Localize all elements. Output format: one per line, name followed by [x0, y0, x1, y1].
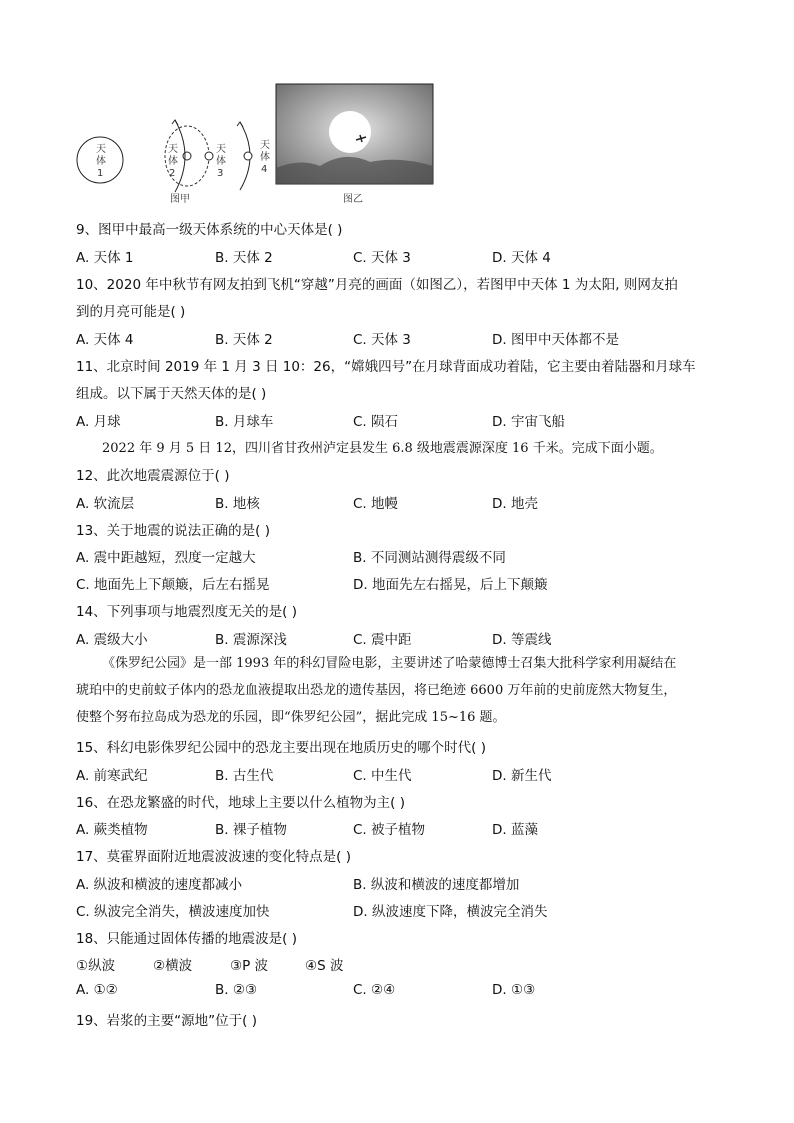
question-15-stem: 15、科幻电影侏罗纪公园中的恐龙主要出现在地质历史的哪个时代( )	[76, 740, 487, 756]
question-17-stem: 17、莫霍界面附近地震波波速的变化特点是( )	[76, 849, 352, 865]
q17-option-d: D. 纵波速度下降，横波完全消失	[353, 904, 548, 920]
q10-option-b: B. 天体 2	[215, 332, 273, 348]
question-10-stem-cont: 到的月亮可能是( )	[76, 304, 186, 320]
q17-option-c: C. 纵波完全消失，横波速度加快	[76, 904, 270, 920]
body-4-label-b: 体	[260, 152, 270, 163]
q14-option-d: D. 等震线	[492, 632, 552, 648]
caption-yi: 图乙	[343, 194, 363, 205]
q18-option-d: D. ①③	[492, 982, 536, 998]
q12-option-d: D. 地壳	[492, 496, 538, 512]
q14-option-a: A. 震级大小	[76, 632, 148, 648]
q16-option-c: C. 被子植物	[353, 822, 426, 838]
question-14-stem: 14、下列事项与地震烈度无关的是( )	[76, 604, 298, 620]
moon-icon	[329, 111, 371, 153]
q9-option-b: B. 天体 2	[215, 250, 273, 266]
q10-option-d: D. 图甲中天体都不是	[492, 332, 619, 348]
q11-option-b: B. 月球车	[215, 414, 274, 430]
q18-item-2: ②横波	[153, 958, 193, 974]
q16-option-b: B. 裸子植物	[215, 822, 287, 838]
body-3-circle	[205, 152, 213, 160]
q15-option-b: B. 古生代	[215, 768, 274, 784]
q17-option-a: A. 纵波和横波的速度都减小	[76, 877, 243, 893]
q13-option-a: A. 震中距越短，烈度一定越大	[76, 550, 256, 566]
body-2-label-b: 体	[168, 156, 178, 167]
q11-option-c: C. 陨石	[353, 414, 399, 430]
question-11-stem-cont: 组成。以下属于天然天体的是( )	[76, 386, 267, 402]
body-3-label-c: 3	[217, 168, 224, 179]
question-13-stem: 13、关于地震的说法正确的是( )	[76, 523, 271, 539]
caption-jia: 图甲	[170, 194, 190, 205]
q18-option-c: C. ②④	[353, 982, 396, 998]
question-9-stem: 9、图甲中最高一级天体系统的中心天体是( )	[76, 222, 343, 238]
question-10-stem: 10、2020 年中秋节有网友拍到飞机“穿越”月亮的画面（如图乙），若图甲中天体 1 为太阳, 则网友拍	[76, 277, 678, 293]
arrow-icon	[237, 122, 243, 127]
q12-option-a: A. 软流层	[76, 496, 135, 512]
figure-svg	[70, 80, 440, 210]
q16-option-a: A. 蕨类植物	[76, 822, 148, 838]
q12-option-b: B. 地核	[215, 496, 260, 512]
q13-option-d: D. 地面先左右摇晃，后上下颠簸	[353, 577, 548, 593]
q13-option-b: B. 不同测站测得震级不同	[353, 550, 506, 566]
q11-option-a: A. 月球	[76, 414, 121, 430]
arrow-icon	[172, 120, 178, 125]
q17-option-b: B. 纵波和横波的速度都增加	[353, 877, 520, 893]
q18-option-b: B. ②③	[215, 982, 258, 998]
q11-option-d: D. 宇宙飞船	[492, 414, 565, 430]
q10-option-a: A. 天体 4	[76, 332, 134, 348]
body-2-label-c: 2	[169, 168, 176, 179]
q15-option-a: A. 前寒武纪	[76, 768, 148, 784]
q9-option-a: A. 天体 1	[76, 250, 134, 266]
q18-item-1: ①纵波	[76, 958, 116, 974]
q9-option-d: D. 天体 4	[492, 250, 551, 266]
q13-option-c: C. 地面先上下颠簸，后左右摇晃	[76, 577, 270, 593]
q18-item-3: ③P 波	[230, 958, 269, 974]
question-19-stem: 19、岩浆的主要“源地”位于( )	[76, 1013, 257, 1029]
q16-option-d: D. 蓝藻	[492, 822, 538, 838]
body-4-circle	[244, 152, 252, 160]
q14-option-c: C. 震中距	[353, 632, 412, 648]
question-11-stem: 11、北京时间 2019 年 1 月 3 日 10：26，“嫦娥四号”在月球背面成功着陆，它主要由着陆器和月球车	[76, 359, 696, 375]
body-2-circle	[183, 152, 191, 160]
passage-line-1-text: 《侏罗纪公园》是一部 1993 年的科幻冒险电影，主要讲述了哈蒙德博士召集大批科学家利用凝结在	[102, 656, 677, 671]
q14-option-b: B. 震源深浅	[215, 632, 287, 648]
passage-line-2: 琥珀中的史前蚊子体内的恐龙血液提取出恐龙的遗传基因，将已绝迹 6600 万年前的史前庞然大物复生，	[76, 683, 677, 698]
body-1-label-a: 天	[96, 144, 106, 155]
q18-option-a: A. ①②	[76, 982, 118, 998]
passage-line-3: 使整个努布拉岛成为恐龙的乐园，即“侏罗纪公园”，据此完成 15~16 题。	[76, 710, 506, 725]
question-16-stem: 16、在恐龙繁盛的时代，地球上主要以什么植物为主( )	[76, 795, 406, 811]
figure	[70, 80, 440, 210]
body-2-label-a: 天	[168, 144, 178, 155]
q12-option-c: C. 地幔	[353, 496, 399, 512]
body-1-label-c: 1	[97, 168, 104, 179]
question-12-stem: 12、此次地震震源位于( )	[76, 468, 230, 484]
body-4-label-c: 4	[261, 164, 268, 175]
body-4-label-a: 天	[260, 140, 270, 151]
passage-line-1	[76, 650, 726, 677]
body-3-label-b: 体	[216, 156, 226, 167]
q18-item-4: ④S 波	[305, 958, 344, 974]
body-1-label-b: 体	[96, 156, 106, 167]
q15-option-c: C. 中生代	[353, 768, 412, 784]
body-3-label-a: 天	[216, 144, 226, 155]
question-18-stem: 18、只能通过固体传播的地震波是( )	[76, 931, 298, 947]
q15-option-d: D. 新生代	[492, 768, 552, 784]
jurassic-passage	[76, 650, 726, 731]
earthquake-context: 2022 年 9 月 5 日 12，四川省甘孜州泸定县发生 6.8 级地震震源深度 16 千米。完成下面小题。	[102, 441, 663, 456]
q9-option-c: C. 天体 3	[353, 250, 411, 266]
q10-option-c: C. 天体 3	[353, 332, 411, 348]
